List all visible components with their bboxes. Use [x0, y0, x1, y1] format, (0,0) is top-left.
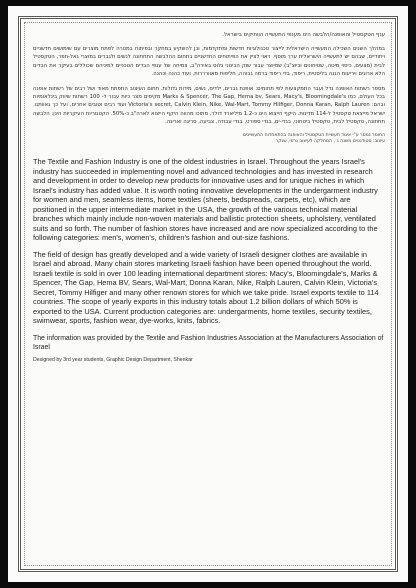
hebrew-title: ענף הטקסטיל והאופנה/הלבשה הינו מענפי התעשייה הוותיקים בישראל. [222, 32, 385, 38]
hebrew-credit-line-2: עיצוב: סטודנטים משנה ג׳, המחלקה לעיצוב גרפי, שנקר [275, 138, 385, 144]
english-credit: The information was provided by the Textile and Fashion Industries Association at the Manufacturers Association of Israel [33, 334, 384, 351]
stamp-sheet [8, 6, 408, 582]
hebrew-paragraph-2: מספר רשתות האופנה גדל ועבר התמקצעות לפי תחומים: אופנת גברים, ילדים, נשים, מידות גדולות. תחום העיצוב התפתח מאוד ושל רבים של רשתות אופנה בכל העולם, כמו Marks & Spencer, The Gap, Hema bv, Sears, Macy's, Bloomingdale's מקיסים מצר כיות עבור ל- 100 רשתות שיווק בינלאומיות ובהם: Victoria's secret, Calvin Klein, Nike, Wal-Mart, Tommy Hilfiger, Donna Karan, Ralph Lauren ועוד רבים וטובים אחרים, ועל כך גאוותנו. ישראל מייצאת טקסטיל ל-114 מדינות. היקף הייצוא הינו כ-1.2 מיליארד דולר, מתוכו מהווה היקף הייצוא לארה"ב כ-50%. הקטגוריות העיקריות הינן: הלבשה תחתונה, טקסטיל לבית, טקסטיל ביטחוני, בגדי-ים, בגדי ספורט, בגדי עבודה, צביעה, סריגה ואריגה. [33, 85, 386, 126]
text-content [33, 29, 385, 364]
english-paragraph-1: The Textile and Fashion Industry is one of the oldest industries in Israel. Throughout the years Israel's industry has succeeded in implementing novel and advanced technologies and has invested in research and development in order to develop new products for innovative uses and for unique niches in which Israel's industry has added value. It is worth noting innovative developments in the undergarment industry for women and men, seamless items, home textiles (sheets, bedspreads, carpets, etc), which are positioned in the upper intermediate market in the USA, the growth of the various technical material branches which mainly include non-woven materials and ballistic protection sheets, upholstery, ventilated suits and so forth. The number of fashion stores have increased and are now specialized according to the following categories: men's, women's, children's fashion and out-size fashions. [33, 157, 378, 243]
english-paragraph-2: The field of design has greatly developed and a wide variety of Israeli designer clothes are available in Israel and abroad. Many chain stores marketing Israeli fashion have been opened throughout the world. Israeli textile is sold in over 100 leading international department stores: Macy's, Bloomingdale's, Marks & Spencer, The Gap, Hema BV, Sears, Wal-Mart, Donna Karan, Nike, Ralph Lauren, Calvin Klein, Victoria's Secret, Tommy Hilfiger and many other renown stores for which we take pride. Israel exports textile to 114 countries. The scope of yearly exports in this industry totals about 1.2 billion dollars of which 50% is exported to the USA. Current production categories are: undergarments, home textiles, security textiles, swimwear, sports, fashion wear, dye-works, knits, fabrics. [33, 249, 379, 326]
english-designed-by: Designed by 3rd year students, Graphic Design Department, Shenkar [33, 356, 193, 363]
hebrew-paragraph-1: במהלך השנים השכילה התעשייה הישראלית לייצור טכנולוגיות חדשות ומתקדמות, וכן להשקיע במחקר ובפיתוח במטרה לפתח מוצרים עם שימושים חדשניים ויחודיים, שבהם יש לתעשייה הישראלית ערך מוסף. ראוי לציין את הפיתוחים החדשניים בתחום ההלבשה התחתונה לנשים ולגברים במוצרי גאל-תפר, הטקסטיל לבית (מצעים, כיסוי מיטה, שטיחונים וכיוצ"ב) שמיוצר עבור שוק הבינוני גלוס באירה"ב, צמיחה של ענפי הבדים הטכניים למיניהם שכוללים בעיקר את הבדים הלא ארוגים ויריעות הגנה בליסטית, ריפוד, בדי ריפוד ברמה גבוהה, חליפות מאוורררות, ועוד כהנה וכהנה. [33, 46, 385, 78]
decorative-border [18, 16, 398, 572]
hebrew-credit-line-1: החומר נמסר ע"י איגוד תעשיית הטקסטיל והאופנה בהתאחדות התעשיינים [243, 132, 385, 138]
